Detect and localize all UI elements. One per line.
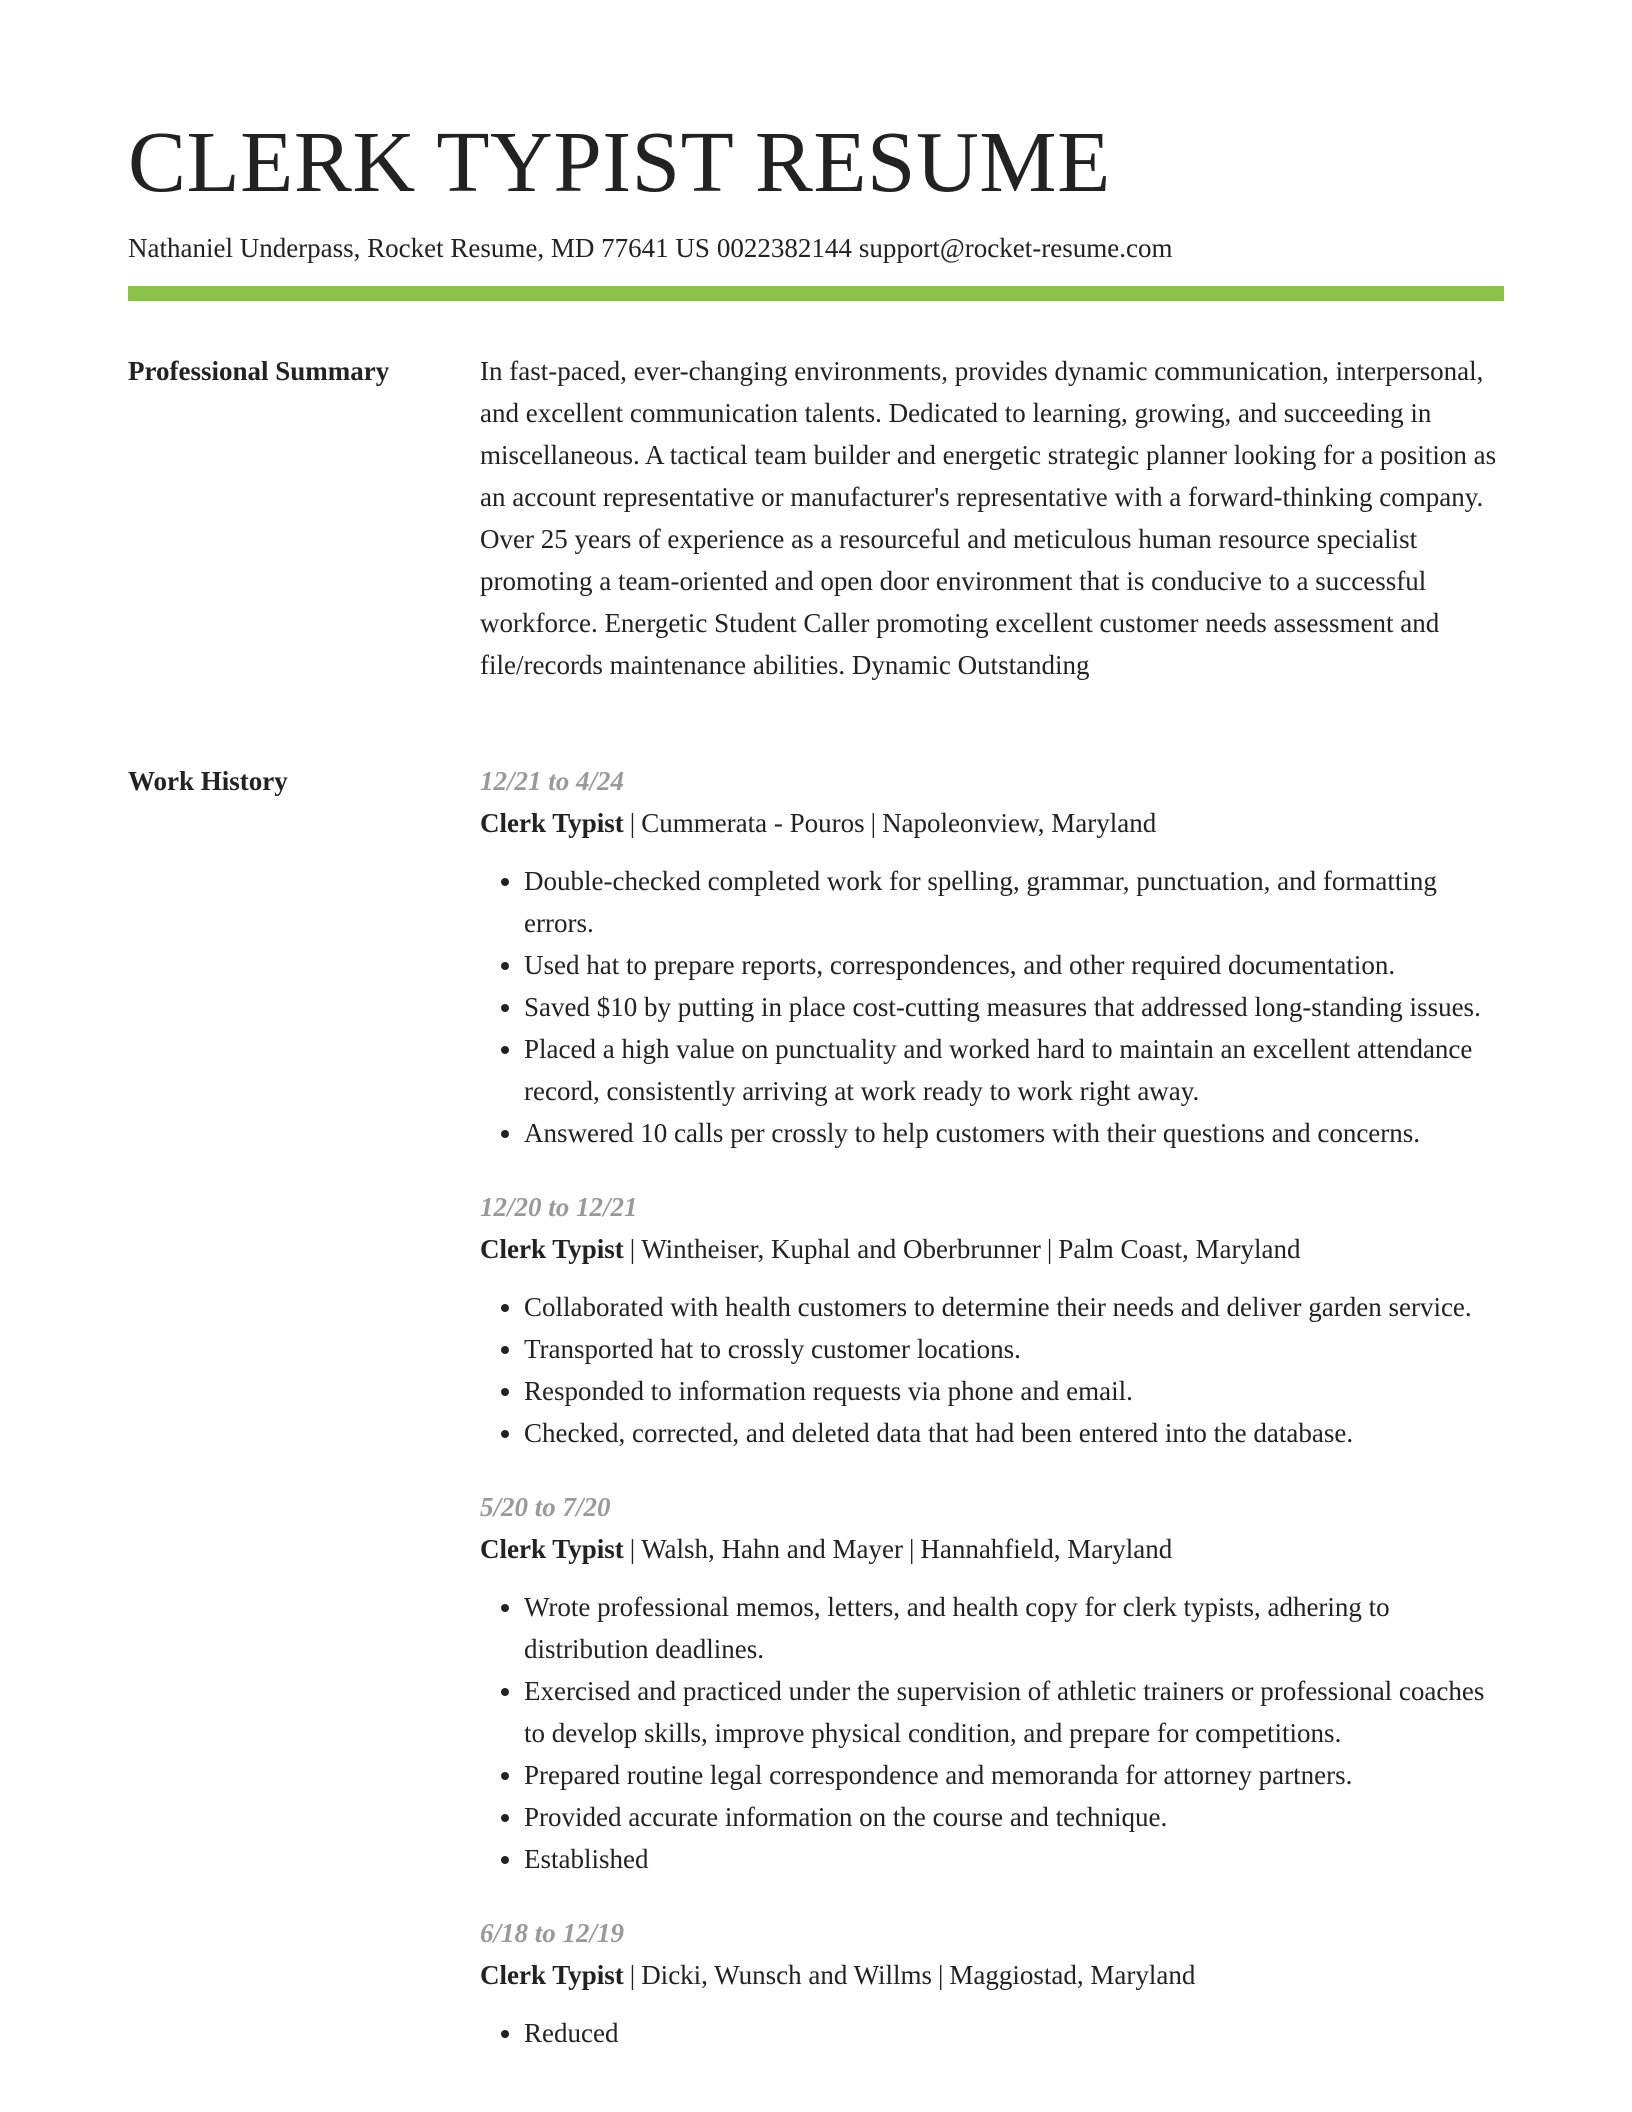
contact-email[interactable]: support@rocket-resume.com xyxy=(858,233,1173,263)
job-heading xyxy=(480,802,1504,844)
job-dates: 12/21 to 4/24 xyxy=(480,766,625,796)
job-dates: 6/18 to 12/19 xyxy=(480,1918,625,1948)
separator: | xyxy=(629,808,636,838)
job-heading xyxy=(480,1228,1504,1270)
job-bullet-list xyxy=(480,1586,1504,1880)
job-company: Wintheiser, Kuphal and Oberbrunner xyxy=(641,1234,1041,1264)
job-location: Hannahfield, Maryland xyxy=(920,1534,1173,1564)
separator: | xyxy=(629,1960,636,1990)
job-bullet: • Saved $10 by putting in place cost-cutting measures that addressed long-standing issues. xyxy=(524,986,1504,1028)
section-label-summary: Professional Summary xyxy=(128,356,390,386)
header-divider xyxy=(128,286,1504,301)
summary-text: In fast-paced, ever-changing environments, provides dynamic communication, interpersonal, and excellent communication talents. Dedicated to learning, growing, and succeeding in miscellaneous. A tactical team builder and energetic strategic planner looking for a position as an account representative or manufacturer's representative with a forward-thinking company. Over 25 years of experience as a resourceful and meticulous human resource specialist promoting a team-oriented and open door environment that is conducive to a successful workforce. Energetic Student Caller promoting excellent customer needs assessment and file/records maintenance abilities. Dynamic Outstanding xyxy=(480,356,1497,680)
job-company: Cummerata - Pouros xyxy=(641,808,865,838)
job-bullet: • Double-checked completed work for spelling, grammar, punctuation, and formatting errors. xyxy=(524,860,1504,944)
work-history-body xyxy=(480,760,1504,2086)
job-title: Clerk Typist xyxy=(480,1534,624,1564)
job-bullet: • Exercised and practiced under the supervision of athletic trainers or professional coaches to develop skills, improve physical condition, and prepare for competitions. xyxy=(524,1670,1504,1754)
job-title: Clerk Typist xyxy=(480,1234,624,1264)
job-bullet: • Provided accurate information on the course and technique. xyxy=(524,1796,1504,1838)
job-bullet: • Reduced xyxy=(524,2012,1504,2054)
contact-address: Nathaniel Underpass, Rocket Resume, MD 77641 US xyxy=(128,233,710,263)
separator: | xyxy=(629,1234,636,1264)
job-bullet: • Collaborated with health customers to determine their needs and deliver garden service. xyxy=(524,1286,1504,1328)
job-bullet-list xyxy=(480,860,1504,1154)
contact-line xyxy=(128,230,1179,266)
job-dates: 12/20 to 12/21 xyxy=(480,1192,638,1222)
job-bullet: • Checked, corrected, and deleted data that had been entered into the database. xyxy=(524,1412,1504,1454)
job-entry xyxy=(480,1912,1504,2054)
job-heading xyxy=(480,1954,1504,1996)
job-title: Clerk Typist xyxy=(480,1960,624,1990)
job-entry xyxy=(480,1186,1504,1454)
job-bullet: • Answered 10 calls per crossly to help customers with their questions and concerns. xyxy=(524,1112,1504,1154)
contact-phone: 0022382144 xyxy=(716,233,852,263)
job-bullet: • Responded to information requests via phone and email. xyxy=(524,1370,1504,1412)
job-bullet: • Wrote professional memos, letters, and health copy for clerk typists, adhering to distribution deadlines. xyxy=(524,1586,1504,1670)
job-location: Palm Coast, Maryland xyxy=(1058,1234,1301,1264)
job-heading xyxy=(480,1528,1504,1570)
job-bullet: • Used hat to prepare reports, correspondences, and other required documentation. xyxy=(524,944,1504,986)
summary-body xyxy=(480,350,1504,686)
job-location: Napoleonview, Maryland xyxy=(882,808,1157,838)
job-bullet: • Prepared routine legal correspondence and memoranda for attorney partners. xyxy=(524,1754,1504,1796)
resume-title: CLERK TYPIST RESUME xyxy=(128,113,1111,210)
separator: | xyxy=(908,1534,915,1564)
job-location: Maggiostad, Maryland xyxy=(949,1960,1196,1990)
job-bullet-list xyxy=(480,2012,1504,2054)
section-label-work-history: Work History xyxy=(128,766,288,796)
separator: | xyxy=(938,1960,944,1990)
job-bullet: • Transported hat to crossly customer locations. xyxy=(524,1328,1504,1370)
job-company: Walsh, Hahn and Mayer xyxy=(641,1534,903,1564)
separator: | xyxy=(870,808,877,838)
job-dates: 5/20 to 7/20 xyxy=(480,1492,611,1522)
separator: | xyxy=(1046,1234,1053,1264)
job-entry xyxy=(480,760,1504,1154)
job-title: Clerk Typist xyxy=(480,808,624,838)
job-company: Dicki, Wunsch and Willms xyxy=(641,1960,932,1990)
job-bullet: • Placed a high value on punctuality and worked hard to maintain an excellent attendance record, consistently arriving at work ready to work right away. xyxy=(524,1028,1504,1112)
job-entry xyxy=(480,1486,1504,1880)
job-bullet: • Established xyxy=(524,1838,1504,1880)
separator: | xyxy=(629,1534,636,1564)
job-bullet-list xyxy=(480,1286,1504,1454)
